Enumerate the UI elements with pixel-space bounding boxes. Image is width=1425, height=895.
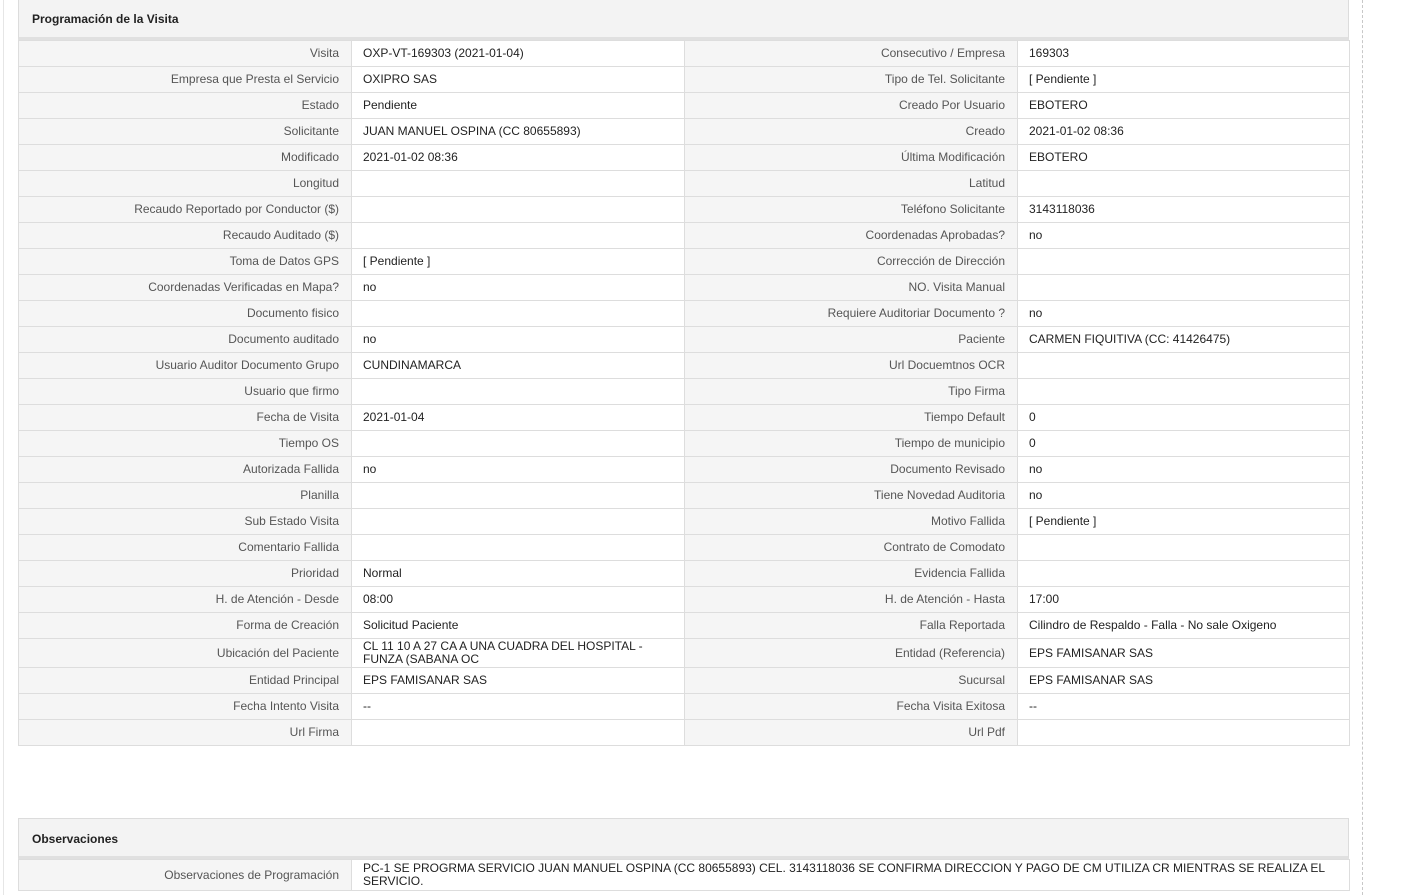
field-label: Corrección de Dirección <box>685 249 1018 275</box>
field-label: Documento auditado <box>19 327 352 353</box>
field-label: H. de Atención - Hasta <box>685 587 1018 613</box>
field-value: no <box>352 457 685 483</box>
table-row <box>19 353 1350 379</box>
field-label: H. de Atención - Desde <box>19 587 352 613</box>
table-row <box>19 405 1350 431</box>
field-label: Creado <box>685 119 1018 145</box>
table-row <box>19 561 1350 587</box>
field-label: Tiempo OS <box>19 431 352 457</box>
field-label: Usuario que firmo <box>19 379 352 405</box>
field-label: Coordenadas Verificadas en Mapa? <box>19 275 352 301</box>
visit-details-table <box>18 40 1350 746</box>
field-value: no <box>1018 223 1350 249</box>
field-label: Fecha de Visita <box>19 405 352 431</box>
table-row <box>19 668 1350 694</box>
field-label: Toma de Datos GPS <box>19 249 352 275</box>
field-value: no <box>1018 301 1350 327</box>
field-label: Sucursal <box>685 668 1018 694</box>
programacion-panel <box>18 0 1349 746</box>
field-value: no <box>352 275 685 301</box>
field-label: Recaudo Reportado por Conductor ($) <box>19 197 352 223</box>
field-value: 17:00 <box>1018 587 1350 613</box>
field-label: Requiere Auditoriar Documento ? <box>685 301 1018 327</box>
field-label: Url Pdf <box>685 720 1018 746</box>
field-value <box>1018 561 1350 587</box>
field-value <box>1018 275 1350 301</box>
field-value <box>352 379 685 405</box>
field-label: Tipo Firma <box>685 379 1018 405</box>
field-value <box>352 509 685 535</box>
field-label: Documento Revisado <box>685 457 1018 483</box>
field-value: no <box>1018 483 1350 509</box>
table-row <box>19 197 1350 223</box>
table-row <box>19 535 1350 561</box>
field-label: Planilla <box>19 483 352 509</box>
field-value: JUAN MANUEL OSPINA (CC 80655893) <box>352 119 685 145</box>
field-value: EBOTERO <box>1018 145 1350 171</box>
field-value: EPS FAMISANAR SAS <box>1018 639 1350 668</box>
observaciones-panel <box>18 818 1349 891</box>
field-value <box>1018 379 1350 405</box>
field-value: -- <box>352 694 685 720</box>
field-label: Entidad Principal <box>19 668 352 694</box>
field-value <box>1018 535 1350 561</box>
table-row <box>19 93 1350 119</box>
field-label: Tiempo de municipio <box>685 431 1018 457</box>
field-label: Tiempo Default <box>685 405 1018 431</box>
table-row <box>19 457 1350 483</box>
field-label: Documento fisico <box>19 301 352 327</box>
field-label: Coordenadas Aprobadas? <box>685 223 1018 249</box>
field-label: Comentario Fallida <box>19 535 352 561</box>
field-value: CARMEN FIQUITIVA (CC: 41426475) <box>1018 327 1350 353</box>
table-row <box>19 145 1350 171</box>
field-value: Solicitud Paciente <box>352 613 685 639</box>
field-value <box>1018 171 1350 197</box>
field-value: 3143118036 <box>1018 197 1350 223</box>
field-label: Contrato de Comodato <box>685 535 1018 561</box>
field-label: Autorizada Fallida <box>19 457 352 483</box>
field-label: Prioridad <box>19 561 352 587</box>
table-row <box>19 275 1350 301</box>
field-label: Última Modificación <box>685 145 1018 171</box>
observaciones-header: Observaciones <box>18 818 1349 859</box>
field-value: EPS FAMISANAR SAS <box>352 668 685 694</box>
field-value: EPS FAMISANAR SAS <box>1018 668 1350 694</box>
field-value <box>352 483 685 509</box>
field-label: Teléfono Solicitante <box>685 197 1018 223</box>
field-label: Tiene Novedad Auditoria <box>685 483 1018 509</box>
field-label: Longitud <box>19 171 352 197</box>
field-value <box>352 171 685 197</box>
field-value <box>1018 249 1350 275</box>
field-value: 2021-01-02 08:36 <box>352 145 685 171</box>
field-value: 2021-01-04 <box>352 405 685 431</box>
table-row <box>19 171 1350 197</box>
field-value: 2021-01-02 08:36 <box>1018 119 1350 145</box>
field-value: EBOTERO <box>1018 93 1350 119</box>
field-value <box>1018 353 1350 379</box>
field-value: CL 11 10 A 27 CA A UNA CUADRA DEL HOSPITAL - FUNZA (SABANA OC <box>352 639 685 668</box>
field-value <box>352 720 685 746</box>
field-label: Estado <box>19 93 352 119</box>
field-label: Recaudo Auditado ($) <box>19 223 352 249</box>
field-value: OXP-VT-169303 (2021-01-04) <box>352 41 685 67</box>
table-row <box>19 223 1350 249</box>
field-label: Evidencia Fallida <box>685 561 1018 587</box>
field-label: Creado Por Usuario <box>685 93 1018 119</box>
field-value: Normal <box>352 561 685 587</box>
programacion-header: Programación de la Visita <box>18 0 1349 40</box>
field-value <box>352 223 685 249</box>
observaciones-label: Observaciones de Programación <box>19 860 352 891</box>
table-row <box>19 41 1350 67</box>
table-row <box>19 720 1350 746</box>
field-label: Consecutivo / Empresa <box>685 41 1018 67</box>
field-label: Motivo Fallida <box>685 509 1018 535</box>
field-value <box>352 535 685 561</box>
field-label: Url Firma <box>19 720 352 746</box>
field-value: Cilindro de Respaldo - Falla - No sale Oxigeno <box>1018 613 1350 639</box>
table-row <box>19 587 1350 613</box>
field-label: Usuario Auditor Documento Grupo <box>19 353 352 379</box>
field-value <box>1018 720 1350 746</box>
field-value: CUNDINAMARCA <box>352 353 685 379</box>
table-row <box>19 67 1350 93</box>
field-label: Sub Estado Visita <box>19 509 352 535</box>
field-value: 169303 <box>1018 41 1350 67</box>
field-value: 0 <box>1018 405 1350 431</box>
table-row <box>19 860 1350 891</box>
table-row <box>19 694 1350 720</box>
field-value: [ Pendiente ] <box>1018 67 1350 93</box>
table-row <box>19 639 1350 668</box>
field-value: no <box>352 327 685 353</box>
field-label: Fecha Visita Exitosa <box>685 694 1018 720</box>
field-value: Pendiente <box>352 93 685 119</box>
field-label: Modificado <box>19 145 352 171</box>
table-row <box>19 613 1350 639</box>
table-row <box>19 327 1350 353</box>
field-label: Forma de Creación <box>19 613 352 639</box>
field-label: Paciente <box>685 327 1018 353</box>
field-value: 08:00 <box>352 587 685 613</box>
field-value <box>352 431 685 457</box>
field-value <box>352 197 685 223</box>
table-row <box>19 119 1350 145</box>
table-row <box>19 483 1350 509</box>
field-label: Ubicación del Paciente <box>19 639 352 668</box>
field-value <box>352 301 685 327</box>
field-label: Url Docuemtnos OCR <box>685 353 1018 379</box>
observaciones-table <box>18 859 1350 891</box>
table-row <box>19 431 1350 457</box>
field-label: Fecha Intento Visita <box>19 694 352 720</box>
field-value: [ Pendiente ] <box>352 249 685 275</box>
table-row <box>19 509 1350 535</box>
table-row <box>19 301 1350 327</box>
table-row <box>19 379 1350 405</box>
observaciones-value: PC-1 SE PROGRMA SERVICIO JUAN MANUEL OSPINA (CC 80655893) CEL. 3143118036 SE CONFIRMA DIRECCION Y PAGO DE CM UTILIZA CR MIENTRAS SE REALIZA EL SERVICIO. <box>352 860 1350 891</box>
field-value: [ Pendiente ] <box>1018 509 1350 535</box>
field-label: NO. Visita Manual <box>685 275 1018 301</box>
field-label: Empresa que Presta el Servicio <box>19 67 352 93</box>
field-label: Visita <box>19 41 352 67</box>
field-label: Tipo de Tel. Solicitante <box>685 67 1018 93</box>
field-label: Entidad (Referencia) <box>685 639 1018 668</box>
field-label: Solicitante <box>19 119 352 145</box>
field-value: -- <box>1018 694 1350 720</box>
field-value: OXIPRO SAS <box>352 67 685 93</box>
field-value: no <box>1018 457 1350 483</box>
table-row <box>19 249 1350 275</box>
field-value: 0 <box>1018 431 1350 457</box>
field-label: Falla Reportada <box>685 613 1018 639</box>
field-label: Latitud <box>685 171 1018 197</box>
